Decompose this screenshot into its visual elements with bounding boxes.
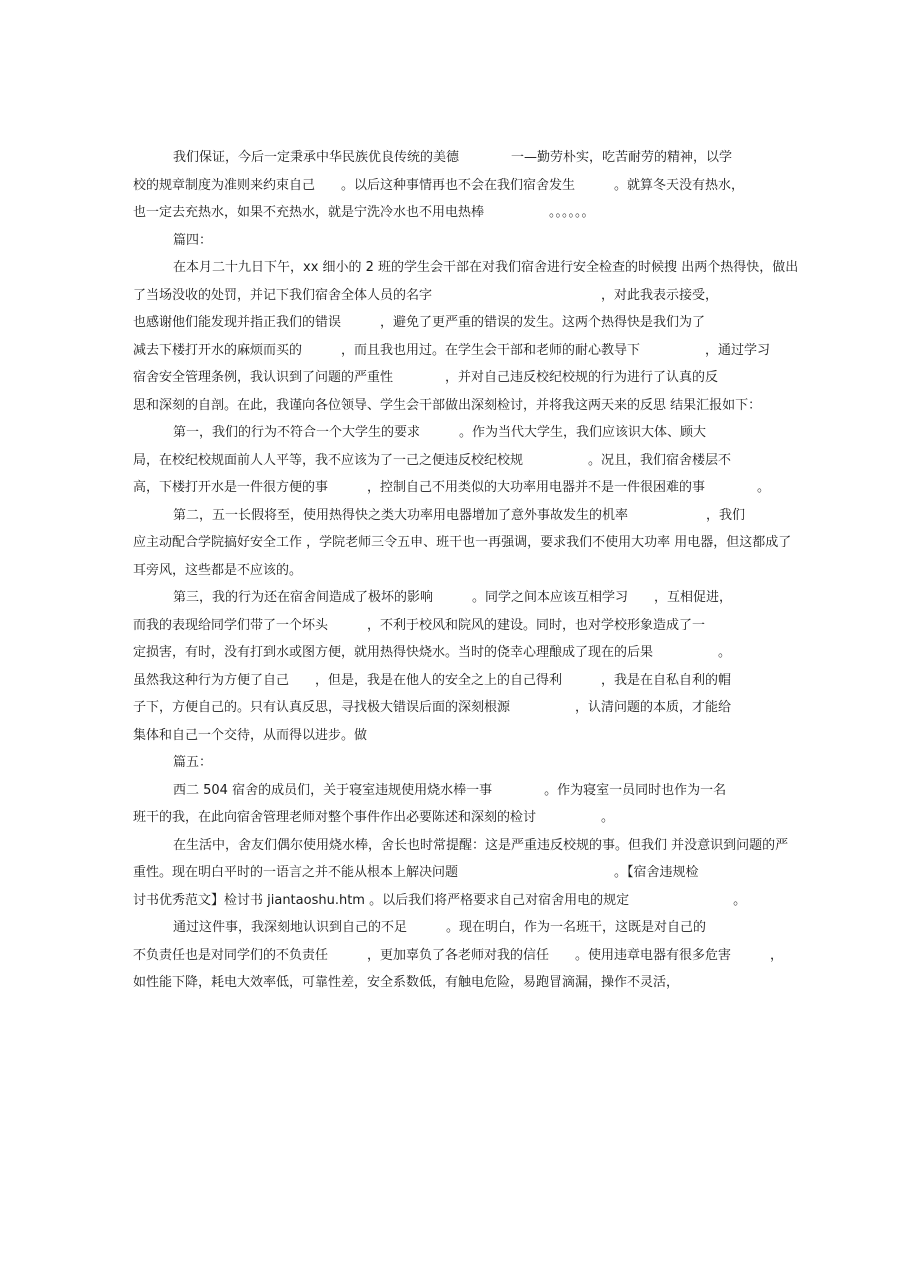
text-line: 局，在校纪校规面前人人平等，我不应该为了一己之便违反校纪校规 。况且，我们宿舍楼层不 bbox=[133, 453, 732, 468]
text-line: 虽然我这种行为方便了自己 ，但是，我是在他人的安全之上的自己得利 ，我是在自私自利的帽 bbox=[133, 673, 732, 688]
text-line: 校的规章制度为准则来约束自己 。以后这种事情再也不会在我们宿舍发生 。就算冬天没有热水， bbox=[133, 178, 745, 193]
text-line: 思和深刻的自剖。在此，我谨向各位领导、学生会干部做出深刻检讨，并将我这两天来的反思 结果汇报如下： bbox=[133, 398, 762, 413]
text-line: 而我的表现给同学们带了一个坏头 ，不利于校风和院风的建设。同时，也对学校形象造成了一 bbox=[133, 618, 706, 633]
text-line: 班干的我，在此向宿舍管理老师对整个事件作出必要陈述和深刻的检讨 。 bbox=[133, 810, 615, 825]
text-line: 减去下楼打开水的麻烦而买的 ，而且我也用过。在学生会干部和老师的耐心教导下 ，通过学习 bbox=[133, 343, 771, 358]
text-line: 耳旁风，这些都是不应该的。 bbox=[133, 563, 303, 578]
text-line: 应主动配合学院搞好安全工作 ，学院老师三令五申、班干也一再强调，要求我们不使用大功率 用电器，但这都成了 bbox=[133, 535, 792, 550]
text-line: 在生活中，舍友们偶尔使用烧水棒，舍长也时常提醒：这是严重违反校规的事。但我们 并没意识到问题的严 bbox=[173, 838, 789, 853]
text-line: 西二 504 宿舍的成员们，关于寝室违规使用烧水棒一事 。作为寝室一员同时也作为一名 bbox=[173, 783, 727, 798]
text-line: 定损害，有时，没有打到水或图方便，就用热得快烧水。当时的侥幸心理酿成了现在的后果 。 bbox=[133, 645, 732, 660]
text-line: 我们保证，今后一定秉承中华民族优良传统的美德 一—勤劳朴实，吃苦耐劳的精神，以学 bbox=[173, 150, 733, 165]
text-line: 第一，我们的行为不符合一个大学生的要求 。作为当代大学生，我们应该识大体、顾大 bbox=[173, 425, 707, 440]
text-line: 高，下楼打开水是一件很方便的事 ，控制自己不用类似的大功率用电器并不是一件很困难的事 。 bbox=[133, 480, 771, 495]
text-line: 了当场没收的处罚，并记下我们宿舍全体人员的名字 ，对此我表示接受， bbox=[133, 288, 719, 303]
text-line: 在本月二十九日下午，xx 细小的 2 班的学生会干部在对我们宿舍进行安全检查的时候搜 出两个热得快，做出 bbox=[173, 260, 799, 275]
text-line: 通过这件事，我深刻地认识到自己的不足 。现在明白，作为一名班干，这既是对自己的 bbox=[173, 920, 707, 935]
text-line: 第二，五一长假将至，使用热得快之类大功率用电器增加了意外事故发生的机率 ，我们 bbox=[173, 508, 746, 523]
text-line: 如性能下降，耗电大效率低，可靠性差，安全系数低，有触电危险，易跑冒滴漏，操作不灵活， bbox=[133, 975, 680, 990]
text-line: 也感谢他们能发现并指正我们的错误 ，避免了更严重的错误的发生。这两个热得快是我们为了 bbox=[133, 315, 706, 330]
text-line: 讨书优秀范文】检讨书 jiantaoshu.htm 。以后我们将严格要求自己对宿舍用电的规定 。 bbox=[133, 893, 747, 908]
section-heading: 篇四： bbox=[173, 233, 213, 248]
text-line: 集体和自己一个交待，从而得以进步。做 bbox=[133, 728, 368, 743]
text-line: 不负责任也是对同学们的不负责任 ，更加辜负了各老师对我的信任 。使用违章电器有很多危害 ， bbox=[133, 948, 784, 963]
section-heading: 篇五： bbox=[173, 755, 213, 770]
text-line: 宿舍安全管理条例，我认识到了问题的严重性 ，并对自己违反校纪校规的行为进行了认真的反 bbox=[133, 370, 719, 385]
text-line: 子下，方便自己的。只有认真反思，寻找极大错误后面的深刻根源 ，认清问题的本质，才能给 bbox=[133, 700, 732, 715]
text-line: 第三，我的行为还在宿舍间造成了极坏的影响 。同学之间本应该互相学习 ，互相促进， bbox=[173, 590, 733, 605]
text-line: 也一定去充热水，如果不充热水，就是宁洗冷水也不用电热棒 。。。。。。 bbox=[133, 205, 595, 220]
text-line: 重性。现在明白平时的一语言之并不能从根本上解决问题 。【宿舍违规检 bbox=[133, 865, 699, 880]
